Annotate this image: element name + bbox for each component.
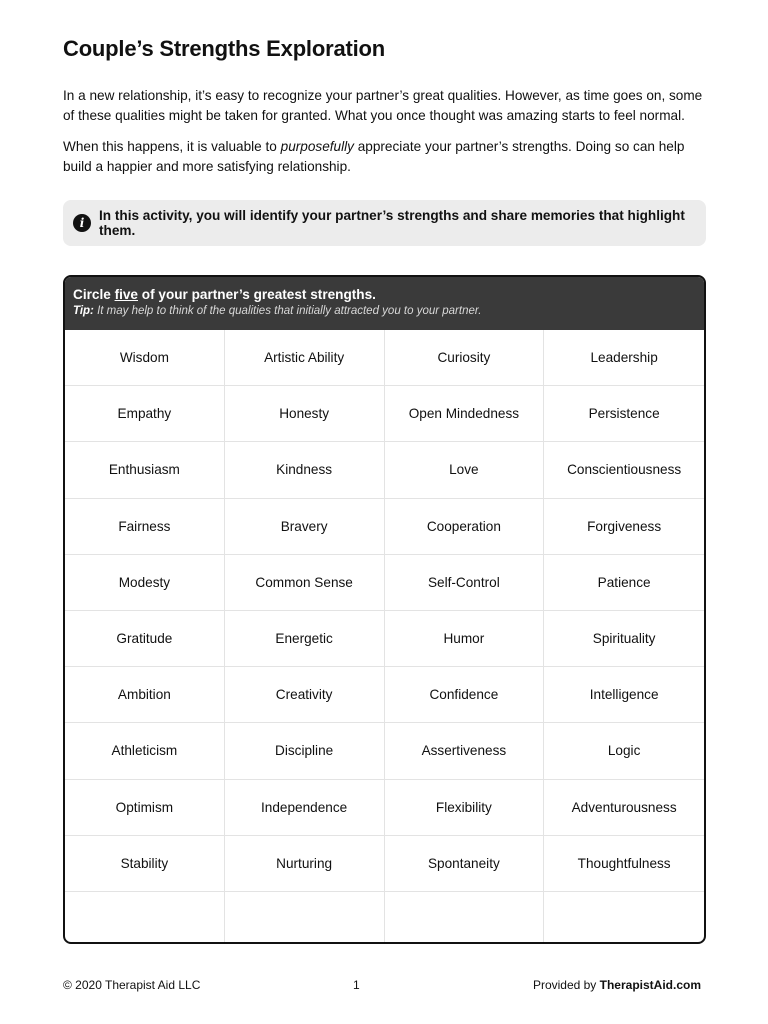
callout-text: In this activity, you will identify your partner’s strengths and share memories that highlight them. [99,208,685,238]
strength-cell[interactable]: Assertiveness [385,723,545,779]
strength-cell[interactable]: Enthusiasm [65,442,225,498]
strength-cell[interactable]: Empathy [65,386,225,442]
strength-cell[interactable]: Gratitude [65,611,225,667]
strength-cell[interactable]: Stability [65,836,225,892]
tip-text: It may help to think of the qualities that initially attracted you to your partner. [93,305,482,317]
strength-cell[interactable]: Open Mindedness [385,386,545,442]
strength-cell[interactable]: Common Sense [225,555,385,611]
intro-paragraph-1: In a new relationship, it’s easy to recognize your partner’s great qualities. However, as time goes on, some of these qualities might be taken for granted. What you once thought was amazing starts to feel normal. [63,88,703,123]
strength-cell[interactable]: Spirituality [544,611,704,667]
strength-cell[interactable]: Modesty [65,555,225,611]
strength-cell[interactable]: Cooperation [385,499,545,555]
tip-label: Tip: [73,305,94,317]
blank-strength-cell[interactable] [225,892,385,944]
provided-by-text: Provided by [532,978,600,992]
blank-strength-cell[interactable] [385,892,545,944]
table-header [65,277,704,330]
table-instruction [73,286,696,303]
strength-cell[interactable]: Adventurousness [544,780,704,836]
strength-cell[interactable]: Persistence [544,386,704,442]
strength-cell[interactable]: Ambition [65,667,225,723]
intro-paragraph-2 [63,137,713,177]
strength-cell[interactable]: Intelligence [544,667,704,723]
strength-cell[interactable]: Independence [225,780,385,836]
strength-cell[interactable]: Love [385,442,545,498]
strength-cell[interactable]: Creativity [225,667,385,723]
strength-cell[interactable]: Spontaneity [385,836,545,892]
strength-cell[interactable]: Humor [385,611,545,667]
instruction-suffix: of your partner’s greatest strengths. [138,287,376,302]
intro-p2-before: When this happens, it is valuable to [63,139,281,154]
instruction-prefix: Circle [73,287,115,302]
table-tip [73,303,696,320]
brand-name[interactable]: TherapistAid.com [599,978,701,992]
footer-copyright: © 2020 Therapist Aid LLC [63,978,201,992]
strength-cell[interactable]: Conscientiousness [544,442,704,498]
activity-callout [63,200,706,246]
intro-p2-after: appreciate your partner’s strengths. Doing so can help build a happier and more satisfying relationship. [63,139,685,174]
strength-cell[interactable]: Curiosity [385,330,545,386]
strength-grid [65,330,704,944]
strength-cell[interactable]: Confidence [385,667,545,723]
footer-page-number: 1 [353,978,360,992]
strength-cell[interactable]: Fairness [65,499,225,555]
strength-cell[interactable]: Flexibility [385,780,545,836]
strength-cell[interactable]: Self-Control [385,555,545,611]
strength-cell[interactable]: Athleticism [65,723,225,779]
strength-cell[interactable]: Wisdom [65,330,225,386]
blank-strength-cell[interactable] [65,892,225,944]
strength-cell[interactable]: Logic [544,723,704,779]
footer-provided-by [533,978,701,992]
page-title: Couple’s Strengths Exploration [63,36,385,61]
strengths-table [63,275,706,944]
strength-cell[interactable]: Patience [544,555,704,611]
strength-cell[interactable]: Optimism [65,780,225,836]
strength-cell[interactable]: Thoughtfulness [544,836,704,892]
intro-p2-emphasis: purposefully [280,139,354,154]
info-icon: i [73,214,91,232]
strength-cell[interactable]: Forgiveness [544,499,704,555]
strength-cell[interactable]: Leadership [544,330,704,386]
instruction-underlined: five [114,287,138,302]
strength-cell[interactable]: Energetic [225,611,385,667]
strength-cell[interactable]: Kindness [225,442,385,498]
strength-cell[interactable]: Artistic Ability [225,330,385,386]
blank-strength-cell[interactable] [544,892,704,944]
strength-cell[interactable]: Bravery [225,499,385,555]
strength-cell[interactable]: Honesty [225,386,385,442]
strength-cell[interactable]: Discipline [225,723,385,779]
strength-cell[interactable]: Nurturing [225,836,385,892]
